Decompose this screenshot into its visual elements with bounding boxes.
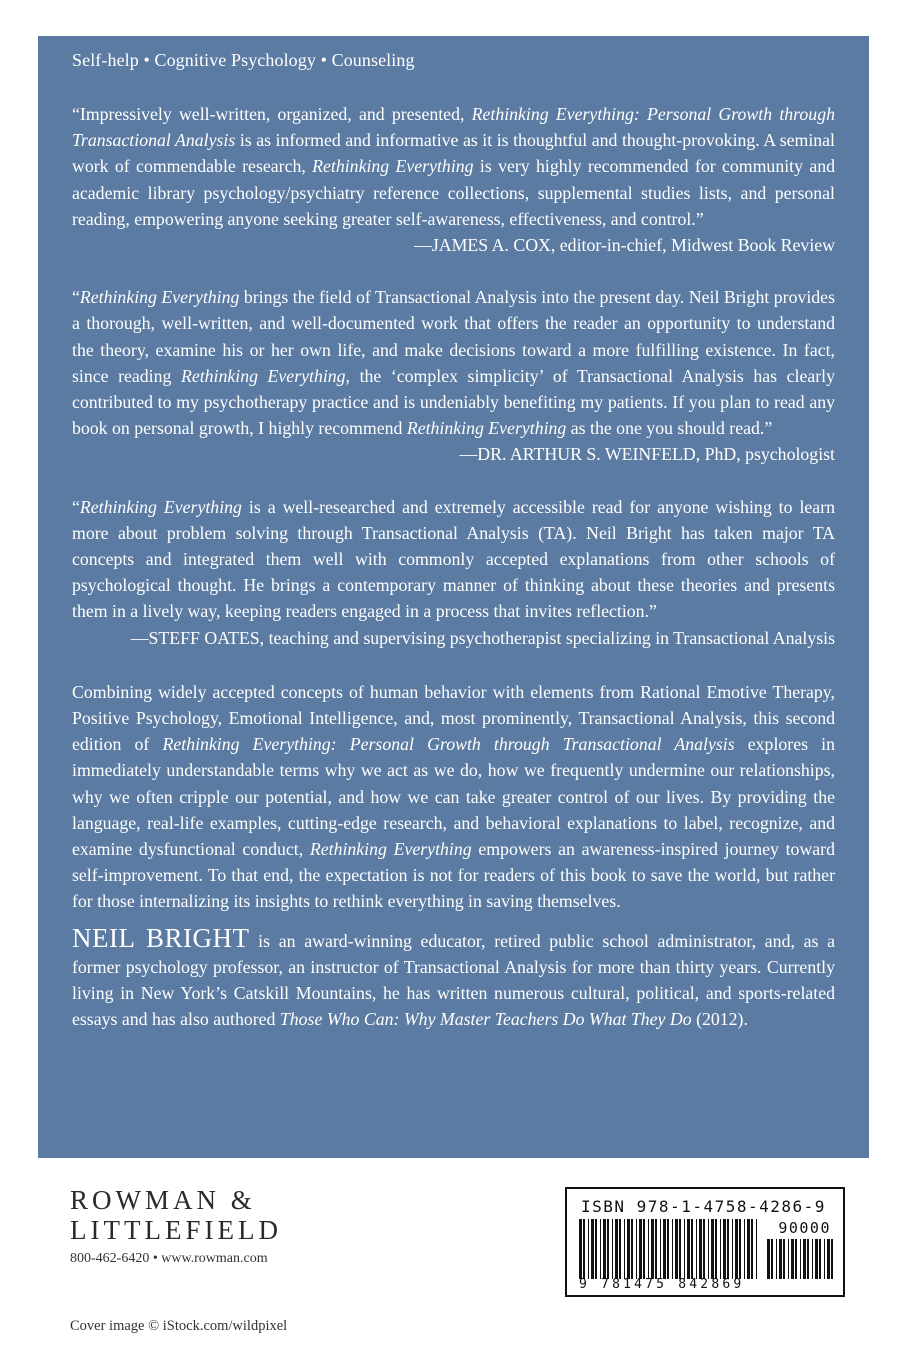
isbn-number: ISBN 978-1-4758-4286-9 xyxy=(581,1197,826,1216)
barcode-bars-main xyxy=(579,1219,759,1279)
barcode-bar xyxy=(696,1219,697,1279)
barcode-bar xyxy=(595,1219,597,1279)
barcode-bar xyxy=(735,1219,738,1279)
barcode-addon-number: 90000 xyxy=(778,1219,831,1237)
publisher-contact: 800-462-6420 • www.rowman.com xyxy=(70,1251,268,1266)
barcode-bar xyxy=(715,1219,717,1279)
barcode-bar xyxy=(788,1239,789,1279)
publisher-name-line-1: ROWMAN & xyxy=(70,1185,256,1215)
review-quote-oates: “Rethinking Everything is a well-researched and extremely accessible read for anyone wishing to learn more about problem solving through Transactional Analysis (TA). Neil Bright has taken major TA concepts and integrated them well with commonly accepted explanations from other schools of psychological thought. He brings a contemporary manner of thinking about these theories and presents them in a lively way, keeping readers engaged in a process that invites reflection.” —STEFF OATES, teaching and supervising psychotherapist specializing in Transactional Analysis xyxy=(72,494,835,651)
barcode-bar xyxy=(607,1219,609,1279)
back-cover-panel xyxy=(38,36,869,1158)
book-description: Combining widely accepted concepts of human behavior with elements from Rational Emotive Therapy, Positive Psychology, Emotional Intelligence, and, most prominently, Transactional Analysis, this second edition of Rethinking Everything: Personal Growth through Transactional Analysis explores in immediately understandable terms why we act as we do, how we frequently undermine our relationships, why we often cripple our potential, and how we can take greater control of our lives. By providing the language, real-life examples, cutting-edge research, and behavioral explanations to label, recognize, and examine dysfunctional conduct, Rethinking Everything empowers an awareness-inspired journey toward self-improvement. To that end, the expectation is not for readers of this book to save the world, but rather for those internalizing its insights to rethink everything in saving themselves. xyxy=(72,681,835,912)
barcode-bar xyxy=(691,1219,693,1279)
barcode-bar xyxy=(631,1219,633,1279)
barcode-bar xyxy=(727,1219,729,1279)
barcode-bar xyxy=(783,1239,785,1279)
barcode-bar xyxy=(636,1219,637,1279)
barcode-bar xyxy=(672,1219,673,1279)
barcode-bar xyxy=(747,1219,750,1279)
barcode-bar xyxy=(732,1219,733,1279)
barcode-bar xyxy=(660,1219,661,1279)
author-name: NEIL BRIGHT xyxy=(72,922,250,953)
barcode-bar xyxy=(756,1219,757,1279)
barcode-bar xyxy=(624,1219,625,1279)
barcode-bar xyxy=(699,1219,702,1279)
barcode-bar xyxy=(795,1239,797,1279)
cover-image-credit: Cover image © iStock.com/wildpixel xyxy=(70,1318,288,1334)
review-attribution-weinfeld: —DR. ARTHUR S. WEINFELD, PhD, psychologist xyxy=(459,444,835,465)
publisher-name-line-2: LITTLEFIELD xyxy=(70,1215,282,1245)
barcode-bar xyxy=(619,1219,621,1279)
barcode-bar xyxy=(708,1219,709,1279)
author-bio: NEIL BRIGHT is an award-winning educator, retired public school administrator, and, as a former psychology professor, an instructor of Transactional Analysis for more than thirty years. Currently living in New York’s Catskill Mountains, he has written numerous cultural, political, and sports-related essays and has also authored Those Who Can: Why Master Teachers Do What They Do (2012). xyxy=(72,922,835,1030)
barcode-bar xyxy=(667,1219,669,1279)
barcode-bar xyxy=(591,1219,594,1279)
barcode-bar xyxy=(831,1239,833,1279)
barcode-bar xyxy=(600,1219,601,1279)
barcode-bar xyxy=(815,1239,818,1279)
barcode-bar xyxy=(627,1219,630,1279)
barcode-bar xyxy=(751,1219,753,1279)
barcode-bar xyxy=(779,1239,782,1279)
barcode-bar xyxy=(703,1219,705,1279)
barcode-bar xyxy=(588,1219,589,1279)
barcode-digits: 9 781475 842869 xyxy=(579,1277,745,1292)
barcode-bar xyxy=(791,1239,794,1279)
isbn-barcode xyxy=(565,1187,845,1297)
barcode-bar xyxy=(655,1219,657,1279)
barcode-bar xyxy=(824,1239,825,1279)
barcode-bar xyxy=(720,1219,721,1279)
barcode-bar xyxy=(651,1219,654,1279)
publisher-logo xyxy=(70,1185,282,1267)
barcode-bar xyxy=(687,1219,690,1279)
barcode-bar xyxy=(767,1239,770,1279)
barcode-bar xyxy=(579,1219,582,1279)
barcode-bar xyxy=(675,1219,678,1279)
barcode-bar xyxy=(827,1239,830,1279)
barcode-bar xyxy=(643,1219,645,1279)
barcode-bar xyxy=(648,1219,649,1279)
review-quote-cox: “Impressively well-written, organized, and presented, Rethinking Everything: Personal Growth through Transactional Analysis is as informed and informative as it is thoughtful and thought-provoking. A seminal work of commendable research, Rethinking Everything is very highly recommended for community and academic library psychology/psychiatry reference collections, supplemental studies lists, and personal reading, empowering anyone seeking greater self-awareness, effectiveness, and control.” —JAMES A. COX, editor-in-chief, Midwest Book Review xyxy=(72,101,835,258)
barcode-bar xyxy=(711,1219,714,1279)
review-attribution-cox: —JAMES A. COX, editor-in-chief, Midwest Book Review xyxy=(414,235,835,256)
barcode-bar xyxy=(639,1219,642,1279)
barcode-bars-addon xyxy=(767,1239,833,1279)
barcode-bar xyxy=(583,1219,585,1279)
barcode-bar xyxy=(771,1239,773,1279)
barcode-bar xyxy=(663,1219,666,1279)
barcode-bar xyxy=(776,1239,777,1279)
barcode-bar xyxy=(812,1239,813,1279)
barcode-bar xyxy=(800,1239,801,1279)
barcode-bar xyxy=(603,1219,606,1279)
barcode-bar xyxy=(819,1239,821,1279)
category-line: Self-help • Cognitive Psychology • Counseling xyxy=(72,50,415,70)
barcode-bar xyxy=(807,1239,809,1279)
barcode-bar xyxy=(684,1219,685,1279)
review-quote-weinfeld: “Rethinking Everything brings the field of Transactional Analysis into the present day. Neil Bright provides a thorough, well-written, and well-documented work that offers the reader an opportunity to understand the theory, examine his or her own life, and make decisions toward a more fulfilling existence. In fact, since reading Rethinking Everything, the ‘complex simplicity’ of Transactional Analysis has clearly contributed to my psychotherapy practice and is undeniably benefiting my patients. If you plan to read any book on personal growth, I highly recommend Rethinking Everything as the one you should read.” —DR. ARTHUR S. WEINFELD, PhD, psychologist xyxy=(72,284,835,467)
barcode-bar xyxy=(739,1219,741,1279)
barcode-bar xyxy=(803,1239,806,1279)
barcode-bar xyxy=(612,1219,613,1279)
review-attribution-oates: —STEFF OATES, teaching and supervising psychotherapist specializing in Transactional Analysis xyxy=(130,627,835,648)
barcode-bar xyxy=(723,1219,726,1279)
barcode-bar xyxy=(744,1219,745,1279)
barcode-bar xyxy=(615,1219,618,1279)
barcode-bar xyxy=(679,1219,681,1279)
